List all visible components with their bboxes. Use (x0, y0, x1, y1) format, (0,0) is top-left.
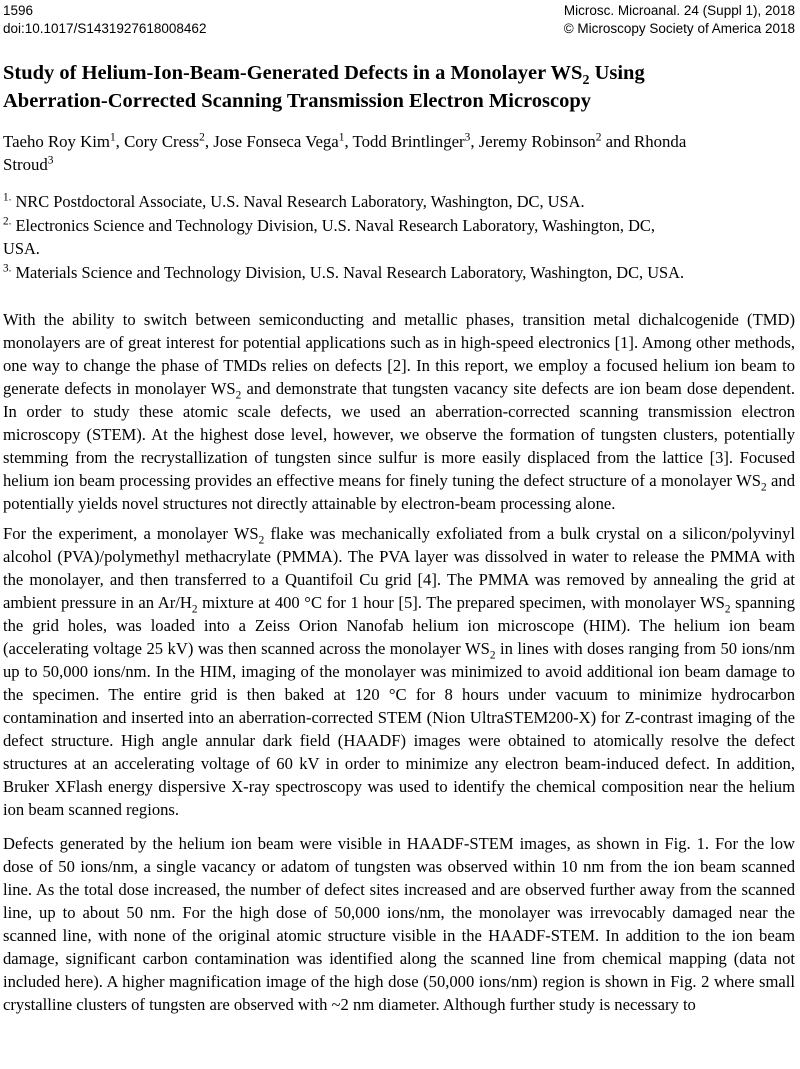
doi: doi:10.1017/S1431927618008462 (3, 21, 207, 36)
affiliation-item: $^{3.}$ Materials Science and Technology Division, U.S. Naval Research Laboratory, Washington, DC, USA. (3, 262, 685, 282)
affiliation-item: $^{1.}$ NRC Postdoctoral Associate, U.S. Naval Research Laboratory, Washington, DC, USA. (3, 191, 585, 211)
affiliation-list (3, 190, 795, 284)
page-number: 1596 (3, 3, 34, 18)
header-left (3, 2, 206, 38)
copyright-notice: © Microscopy Society of America 2018 (563, 21, 795, 36)
author-list: Taeho Roy Kim$^1$, Cory Cress$^2$, Jose Fonseca Vega$^1$, Todd Brintlinger$^3$, Jeremy Robinson$^2$ and Rhonda Stroud$^3$ (3, 131, 687, 174)
paper-title: Study of Helium-Ion-Beam-Generated Defects in a Monolayer $WS_2$ Using Aberration-Corrected Scanning Transmission Electron Microscopy (3, 62, 645, 112)
paper-body (3, 308, 795, 1016)
paragraph-introduction: With the ability to switch between semiconducting and metallic phases, transition metal dichalcogenide (TMD) monolayers are of great interest for potential applications such as in high-speed electronics [1]. Among other methods, one way to change the phase of TMDs relies on defects [2]. In this report, we employ a focused helium ion beam to generate defects in monolayer $WS_2$ and demonstrate that tungsten vacancy site defects are ion beam dose dependent. In order to study these atomic scale defects, we used an aberration-corrected scanning transmission electron microscopy (STEM). At the highest dose level, however, we observe the formation of tungsten clusters, potentially stemming from the recrystallization of tungsten since sulfur is more easily displaced from the lattice [3]. Focused helium ion beam processing provides an effective means for finely tuning the defect structure of a monolayer $WS_2$ and potentially yields novel structures not directly attainable by electron-beam processing alone. (3, 310, 796, 513)
journal-reference: Microsc. Microanal. 24 (Suppl 1), 2018 (563, 3, 795, 18)
page-header (3, 2, 795, 38)
paragraph-methods: For the experiment, a monolayer $WS_2$ flake was mechanically exfoliated from a bulk crystal on a silicon/polyvinyl alcohol (PVA)/polymethyl methacrylate (PMMA). The PVA layer was dissolved in water to release the PMMA with the monolayer, and then transferred to a Quantifoil Cu grid [4]. The PMMA was removed by annealing the grid at ambient pressure in an $Ar/H_2$ mixture at 400 °C for 1 hour [5]. The prepared specimen, with monolayer $WS_2$ spanning the grid holes, was loaded into a Zeiss Orion Nanofab helium ion microscope (HIM). The helium ion beam (accelerating voltage 25 kV) was then scanned across the monolayer $WS_2$ in lines with doses ranging from 50 ions/nm up to 50,000 ions/nm. In the HIM, imaging of the monolayer was minimized to avoid additional ion beam damage to the specimen. The entire grid is then baked at 120 °C for 8 hours under vacuum to minimize hydrocarbon contamination and inserted into an aberration-corrected STEM (Nion UltraSTEM200-X) for Z-contrast imaging of the defect structure. High angle annular dark field (HAADF) images were obtained to atomically resolve the defect structures at an accelerating voltage of 60 kV in order to minimize any electron beam-induced defect. In addition, Bruker XFlash energy dispersive X-ray spectroscopy was used to identify the chemical composition near the helium ion beam scanned regions. (3, 524, 795, 819)
header-right (564, 2, 795, 38)
affiliation-item: $^{2.}$ Electronics Science and Technology Division, U.S. Naval Research Laboratory, Washington, DC, USA. (3, 215, 655, 258)
paragraph-results: Defects generated by the helium ion beam were visible in HAADF-STEM images, as shown in Fig. 1. For the low dose of 50 ions/nm, a single vacancy or adatom of tungsten was observed within 10 nm from the ion beam scanned line. As the total dose increased, the number of defect sites increased and are observed further away from the scanned line, up to about 50 nm. For the high dose of 50,000 ions/nm, the monolayer was irrevocably damaged near the scanned line, with none of the original atomic structure visible in the HAADF-STEM. In addition to the ion beam damage, significant carbon contamination was identified along the scanned line from chemical mapping (data not included here). A higher magnification image of the high dose (50,000 ions/nm) region is shown in Fig. 2 where small crystalline clusters of tungsten are observed with ~2 nm diameter. Although further study is necessary to (3, 834, 795, 1014)
